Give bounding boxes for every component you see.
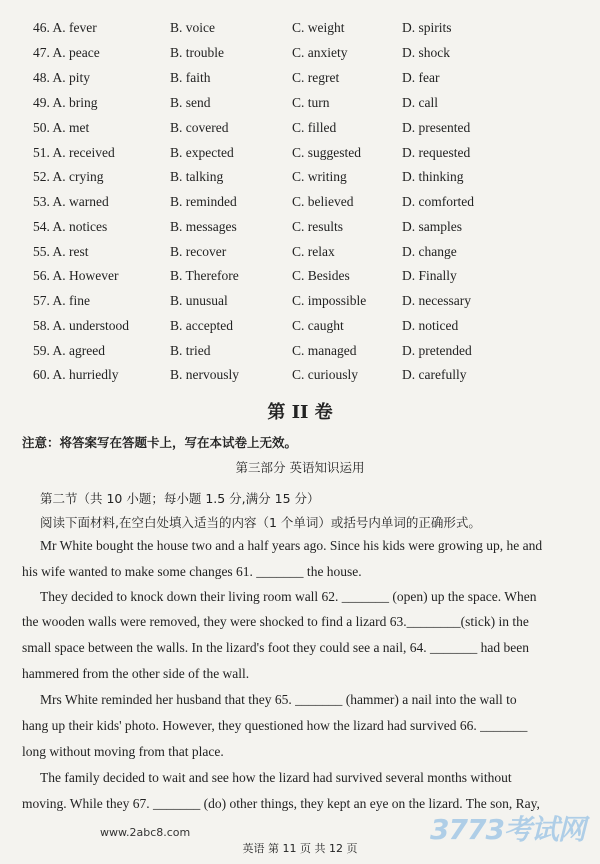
option-c: C. filled	[292, 120, 337, 135]
option-row	[0, 95, 600, 119]
notice-text: 注意：将答案写在答题卡上，写在本试卷上无效。	[22, 435, 298, 450]
option-a: 51. A. received	[33, 145, 115, 160]
option-d: D. thinking	[402, 169, 464, 184]
option-c: C. results	[292, 219, 344, 234]
option-row	[0, 343, 600, 367]
passage-line: Mrs White reminded her husband that they 65. _______ (hammer) a nail into the wall to	[40, 692, 517, 707]
option-d: D. carefully	[402, 367, 467, 382]
option-d: D. presented	[402, 120, 471, 135]
option-d: D. necessary	[402, 293, 471, 308]
option-row	[0, 145, 600, 169]
option-b: B. messages	[170, 219, 237, 234]
option-d: D. noticed	[402, 318, 459, 333]
passage-line: small space between the walls. In the lizard's foot they could see a nail, 64. _______ had been	[22, 640, 530, 655]
site-logo: 3773考试网	[430, 813, 585, 846]
option-d: D. shock	[402, 45, 450, 60]
part-title: 第三部分 英语知识运用	[235, 460, 365, 475]
option-b: B. covered	[170, 120, 229, 135]
option-row	[0, 20, 600, 44]
option-c: C. suggested	[292, 145, 361, 160]
section-title: 第 II 卷	[267, 402, 333, 423]
option-a: 46. A. fever	[33, 20, 97, 35]
option-a: 55. A. rest	[33, 244, 89, 259]
option-row	[0, 293, 600, 317]
option-row	[0, 268, 600, 292]
option-row	[0, 45, 600, 69]
option-row	[0, 169, 600, 193]
option-b: B. expected	[170, 145, 234, 160]
option-b: B. faith	[170, 70, 211, 85]
option-a: 47. A. peace	[33, 45, 100, 60]
option-b: B. trouble	[170, 45, 224, 60]
option-b: B. unusual	[170, 293, 228, 308]
option-c: C. relax	[292, 244, 335, 259]
passage-line: moving. While they 67. _______ (do) other things, they kept an eye on the lizard. The son, Ray,	[22, 796, 540, 811]
option-row	[0, 367, 600, 391]
option-b: B. reminded	[170, 194, 237, 209]
option-row	[0, 219, 600, 243]
option-c: C. caught	[292, 318, 344, 333]
option-c: C. believed	[292, 194, 354, 209]
option-d: D. call	[402, 95, 438, 110]
option-c: C. impossible	[292, 293, 367, 308]
passage-line: his wife wanted to make some changes 61. _______ the house.	[22, 564, 362, 579]
option-row	[0, 318, 600, 342]
option-b: B. accepted	[170, 318, 233, 333]
passage-line: hammered from the other side of the wall.	[22, 666, 250, 681]
option-a: 56. A. However	[33, 268, 119, 283]
option-d: D. spirits	[402, 20, 452, 35]
option-c: C. turn	[292, 95, 330, 110]
option-c: C. curiously	[292, 367, 358, 382]
passage-line: The family decided to wait and see how the lizard had survived several months without	[40, 770, 512, 785]
option-d: D. samples	[402, 219, 462, 234]
option-d: D. change	[402, 244, 457, 259]
option-a: 49. A. bring	[33, 95, 98, 110]
option-c: C. weight	[292, 20, 345, 35]
page-footer: 英语 第 11 页 共 12 页	[242, 842, 358, 855]
option-d: D. pretended	[402, 343, 472, 358]
option-b: B. voice	[170, 20, 215, 35]
option-a: 50. A. met	[33, 120, 90, 135]
option-b: B. nervously	[170, 367, 239, 382]
option-c: C. writing	[292, 169, 347, 184]
passage-line: hang up their kids' photo. However, they questioned how the lizard had survived 66. _______	[22, 718, 528, 733]
option-a: 59. A. agreed	[33, 343, 105, 358]
option-a: 58. A. understood	[33, 318, 129, 333]
option-c: C. regret	[292, 70, 340, 85]
option-row	[0, 244, 600, 268]
section-heading: 第二节（共 10 小题；每小题 1.5 分,满分 15 分）	[40, 491, 320, 506]
option-d: D. fear	[402, 70, 440, 85]
passage-line: They decided to knock down their living room wall 62. _______ (open) up the space. When	[40, 589, 537, 604]
passage-line: Mr White bought the house two and a half years ago. Since his kids were growing up, he and	[40, 538, 543, 553]
option-row	[0, 194, 600, 218]
option-a: 60. A. hurriedly	[33, 367, 119, 382]
option-b: B. talking	[170, 169, 224, 184]
option-a: 54. A. notices	[33, 219, 108, 234]
option-b: B. recover	[170, 244, 227, 259]
option-b: B. send	[170, 95, 211, 110]
option-b: B. tried	[170, 343, 211, 358]
instructions-text: 阅读下面材料,在空白处填入适当的内容（1 个单词）或括号内单词的正确形式。	[40, 515, 481, 530]
option-row	[0, 70, 600, 94]
option-d: D. comforted	[402, 194, 474, 209]
option-a: 48. A. pity	[33, 70, 91, 85]
option-row	[0, 120, 600, 144]
option-c: C. anxiety	[292, 45, 348, 60]
option-c: C. managed	[292, 343, 357, 358]
option-d: D. Finally	[402, 268, 457, 283]
option-a: 52. A. crying	[33, 169, 104, 184]
option-a: 57. A. fine	[33, 293, 90, 308]
passage-line: long without moving from that place.	[22, 744, 224, 759]
watermark-site: www.2abc8.com	[100, 826, 191, 839]
passage-line: the wooden walls were removed, they were shocked to find a lizard 63.________(stick) in the	[22, 614, 529, 629]
option-b: B. Therefore	[170, 268, 239, 283]
option-c: C. Besides	[292, 268, 350, 283]
option-a: 53. A. warned	[33, 194, 109, 209]
option-d: D. requested	[402, 145, 471, 160]
